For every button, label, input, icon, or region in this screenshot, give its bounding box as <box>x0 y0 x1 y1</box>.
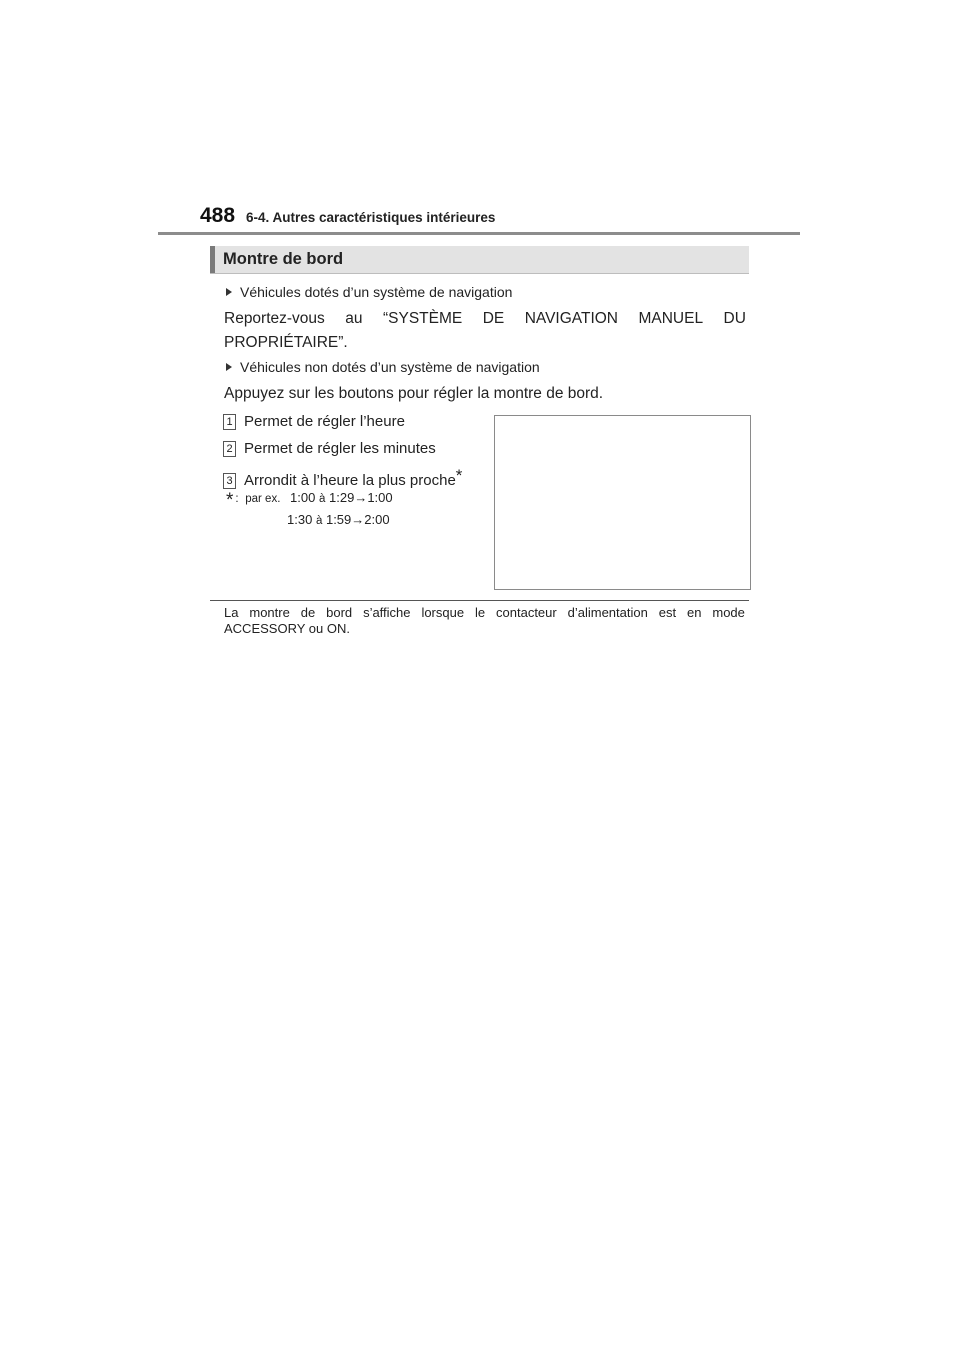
word: DE <box>482 310 505 327</box>
footnote-asterisk: * <box>226 490 234 511</box>
right-arrow-icon: → <box>351 512 365 527</box>
bullet-label: Véhicules dotés d’un système de navigation <box>240 284 513 300</box>
bullet-nav-equipped <box>226 284 512 300</box>
running-head: 6-4. Autres caractéristiques intérieures <box>246 210 496 225</box>
asterisk-marker: * <box>455 466 463 485</box>
word: DU <box>723 310 746 327</box>
justified-line <box>224 307 746 331</box>
word: le <box>474 605 486 620</box>
note-rule <box>210 600 749 601</box>
numbered-item-3 <box>223 466 462 489</box>
figure-frame <box>494 415 751 590</box>
nav-reference-paragraph <box>224 307 746 355</box>
word: NAVIGATION <box>524 310 618 327</box>
item-text: Arrondit à l’heure la plus proche <box>244 472 456 489</box>
word: est <box>658 605 677 620</box>
word: bord <box>326 605 353 620</box>
word: MANUEL <box>638 310 704 327</box>
word: en <box>687 605 702 620</box>
header-rule <box>158 232 800 235</box>
word: contacteur <box>496 605 557 620</box>
justified-line <box>224 605 745 621</box>
numbered-item-2 <box>223 440 436 457</box>
instruction-paragraph: Appuyez sur les boutons pour régler la montre de bord. <box>224 385 604 402</box>
section-bar <box>210 246 749 274</box>
footnote-colon: : <box>235 493 239 505</box>
connector-word: à <box>318 493 326 505</box>
footnote-line-1 <box>226 490 393 512</box>
time-result: 2:00 <box>364 512 390 527</box>
number-box: 2 <box>223 441 236 457</box>
note-text <box>224 605 745 637</box>
page-number: 488 <box>200 204 236 227</box>
time-value: 1:30 <box>287 512 313 527</box>
footnote-line-2 <box>287 512 390 527</box>
word: d’alimentation <box>567 605 648 620</box>
triangle-bullet-icon <box>226 288 232 296</box>
note-line-2: ACCESSORY ou ON. <box>224 621 350 636</box>
footnote-prefix: par ex. <box>245 493 281 505</box>
section-title: Montre de bord <box>223 250 344 268</box>
word: de <box>300 605 316 620</box>
time-value: 1:29 <box>329 490 355 505</box>
right-arrow-icon: → <box>354 490 368 505</box>
time-value: 1:59 <box>325 512 352 527</box>
word: “SYSTÈME <box>382 310 463 327</box>
word: s’affiche <box>363 605 411 620</box>
paragraph-line: PROPRIÉTAIRE”. <box>224 334 348 351</box>
number-box: 3 <box>223 473 236 489</box>
word: montre <box>249 605 290 620</box>
word: au <box>345 310 363 327</box>
connector-word: à <box>315 515 323 527</box>
item-text: Permet de régler les minutes <box>244 440 436 457</box>
number-box: 1 <box>223 414 236 430</box>
word: mode <box>712 605 745 620</box>
bullet-label: Véhicules non dotés d’un système de navigation <box>240 359 540 375</box>
numbered-item-1 <box>223 413 405 430</box>
word: Reportez-vous <box>224 310 325 327</box>
time-result: 1:00 <box>367 490 393 505</box>
bullet-nav-not-equipped <box>226 359 540 375</box>
item-text: Permet de régler l’heure <box>244 413 405 430</box>
time-value: 1:00 <box>290 490 316 505</box>
word: La <box>224 605 239 620</box>
triangle-bullet-icon <box>226 363 232 371</box>
word: lorsque <box>421 605 465 620</box>
section-bar-accent <box>210 246 215 273</box>
